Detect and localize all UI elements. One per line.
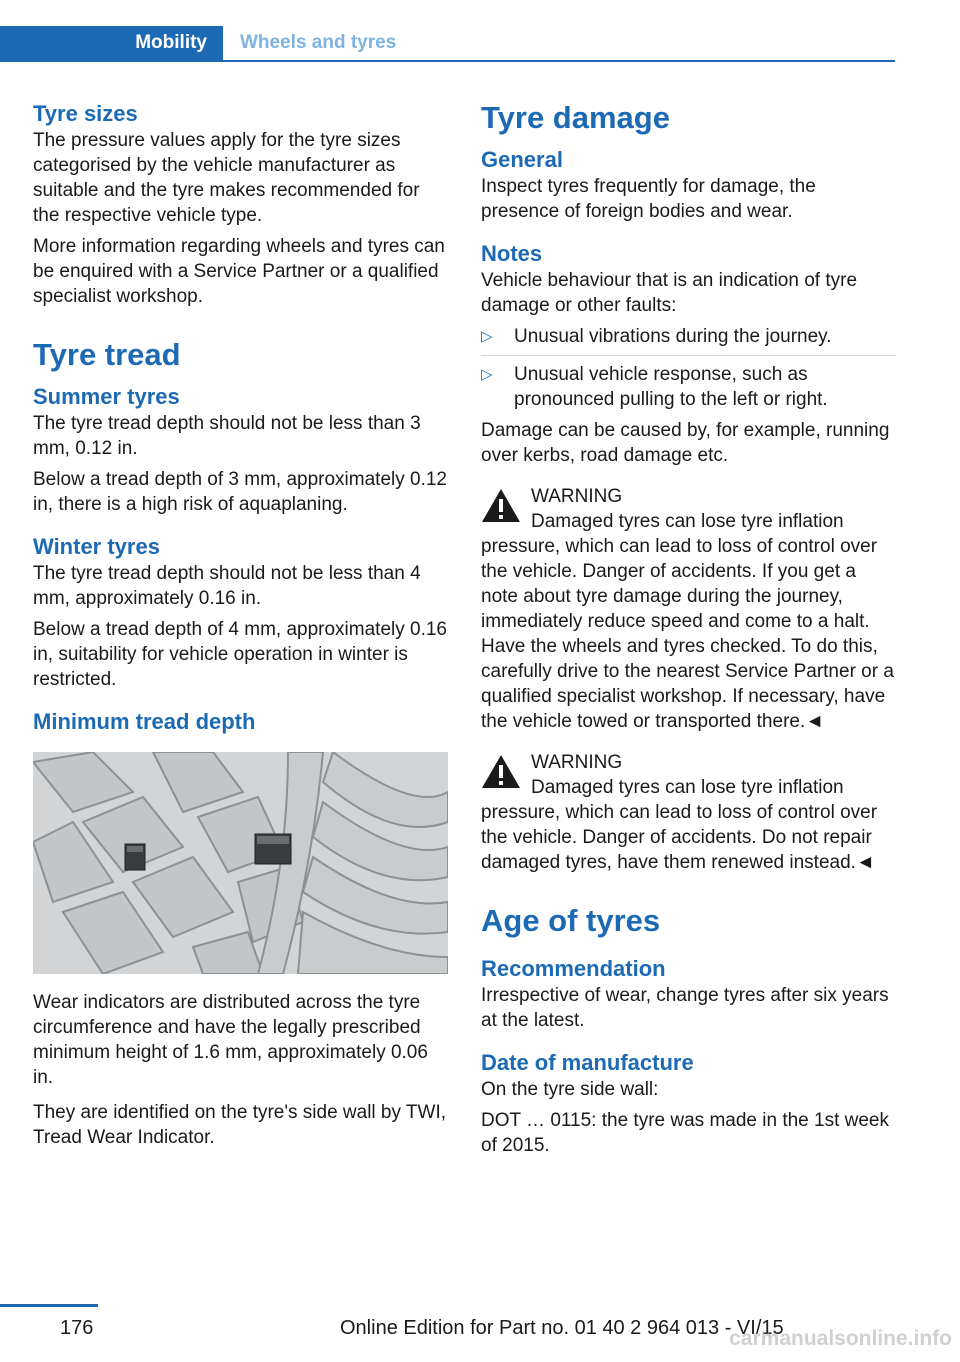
tyre-sizes-heading: Tyre sizes (33, 101, 138, 126)
recommendation-paragraph: Irrespective of wear, change tyres after six years at the latest. (481, 985, 889, 1031)
winter-tyres-restriction: Below a tread depth of 4 mm, approximately 0.16 in, suitability for vehicle operation in winter is restricted. (33, 619, 448, 690)
triangle-bullet-icon: ▷ (481, 328, 493, 345)
summer-tyres-heading: Summer tyres (33, 384, 180, 409)
warning-text: pressure, which can lead to loss of control over the vehicle. Danger of accidents. Do not repair damaged tyres, have them renewed instead.◄ (481, 802, 878, 873)
watermark: carmanualsonline.info (729, 1327, 952, 1350)
tread-wear-indicator-figure (33, 752, 448, 974)
page-number: 176 (60, 1317, 94, 1339)
chapter-tab: Wheels and tyres (240, 32, 397, 53)
notes-heading: Notes (481, 241, 543, 266)
general-heading: General (481, 147, 563, 172)
warning-title: WARNING (531, 486, 623, 507)
tyre-tread-illustration (33, 752, 448, 974)
section-tab: Mobility (0, 26, 223, 60)
header-rule (0, 60, 895, 62)
left-column (33, 100, 448, 1150)
warning-triangle-icon (481, 488, 521, 523)
tyre-sizes-info: More information regarding wheels and tyres can be enquired with a Service Partner or a qualified specialist workshop. (33, 236, 445, 307)
list-item: ▷ Unusual vehicle response, such as pronounced pulling to the left or right. (481, 355, 896, 412)
twi-description: They are identified on the tyre's side wall by TWI, Tread Wear Indicator. (33, 1102, 447, 1148)
wear-indicator-description: Wear indicators are distributed across the tyre circumference and have the legally prescribed minimum height of 1.6 mm, approximately 0.06 in. (33, 992, 428, 1088)
summer-tyres-paragraph: The tyre tread depth should not be less than 3 mm, 0.12 in. (33, 413, 421, 459)
general-paragraph: Inspect tyres frequently for damage, the presence of foreign bodies and wear. (481, 176, 816, 222)
warning-title: WARNING (531, 752, 623, 773)
tyre-damage-heading: Tyre damage (481, 100, 670, 135)
date-of-manufacture-heading: Date of manufacture (481, 1050, 694, 1075)
dot-code-paragraph: DOT … 0115: the tyre was made in the 1st week of 2015. (481, 1110, 889, 1156)
page-header (0, 26, 895, 62)
summer-tyres-risk: Below a tread depth of 3 mm, approximately 0.12 in, there is a high risk of aquaplaning. (33, 469, 448, 515)
warning-text-first-line: Damaged tyres can lose tyre inflation (531, 777, 844, 798)
warning-text: pressure, which can lead to loss of control over the vehicle. Danger of accidents. If you get a note about tyre damage during the journey, immediately reduce speed and come to a halt. Have the wheels and tyres checked. To do this, carefully drive to the nearest Service Partner or a qualified specialist workshop. If necessary, have the vehicle towed or transported there.◄ (481, 536, 894, 732)
warning-text-first-line: Damaged tyres can lose tyre inflation (531, 511, 844, 532)
minimum-tread-depth-heading: Minimum tread depth (33, 709, 256, 734)
list-item: ▷ Unusual vibrations during the journey. (481, 326, 832, 347)
right-column (481, 100, 896, 1158)
triangle-bullet-icon: ▷ (481, 366, 493, 383)
warning-triangle-icon (481, 754, 521, 789)
fault-indications-list (481, 324, 896, 412)
warning-box (481, 484, 896, 734)
winter-tyres-paragraph: The tyre tread depth should not be less than 4 mm, approximately 0.16 in. (33, 563, 421, 609)
recommendation-heading: Recommendation (481, 956, 666, 981)
age-of-tyres-heading: Age of tyres (481, 903, 661, 938)
winter-tyres-heading: Winter tyres (33, 534, 160, 559)
edition-note: Online Edition for Part no. 01 40 2 964 013 - VI/15 (340, 1317, 784, 1339)
footer-rule (0, 1304, 98, 1307)
tyre-sizes-paragraph: The pressure values apply for the tyre sizes categorised by the vehicle manufacturer as suitable and the tyre makes recommended for the respective vehicle type. (33, 130, 420, 226)
date-location-paragraph: On the tyre side wall: (481, 1079, 659, 1100)
notes-paragraph: Vehicle behaviour that is an indication of tyre damage or other faults: (481, 270, 858, 316)
warning-box (481, 750, 896, 875)
tyre-tread-heading: Tyre tread (33, 337, 181, 372)
damage-causes-paragraph: Damage can be caused by, for example, running over kerbs, road damage etc. (481, 420, 890, 466)
